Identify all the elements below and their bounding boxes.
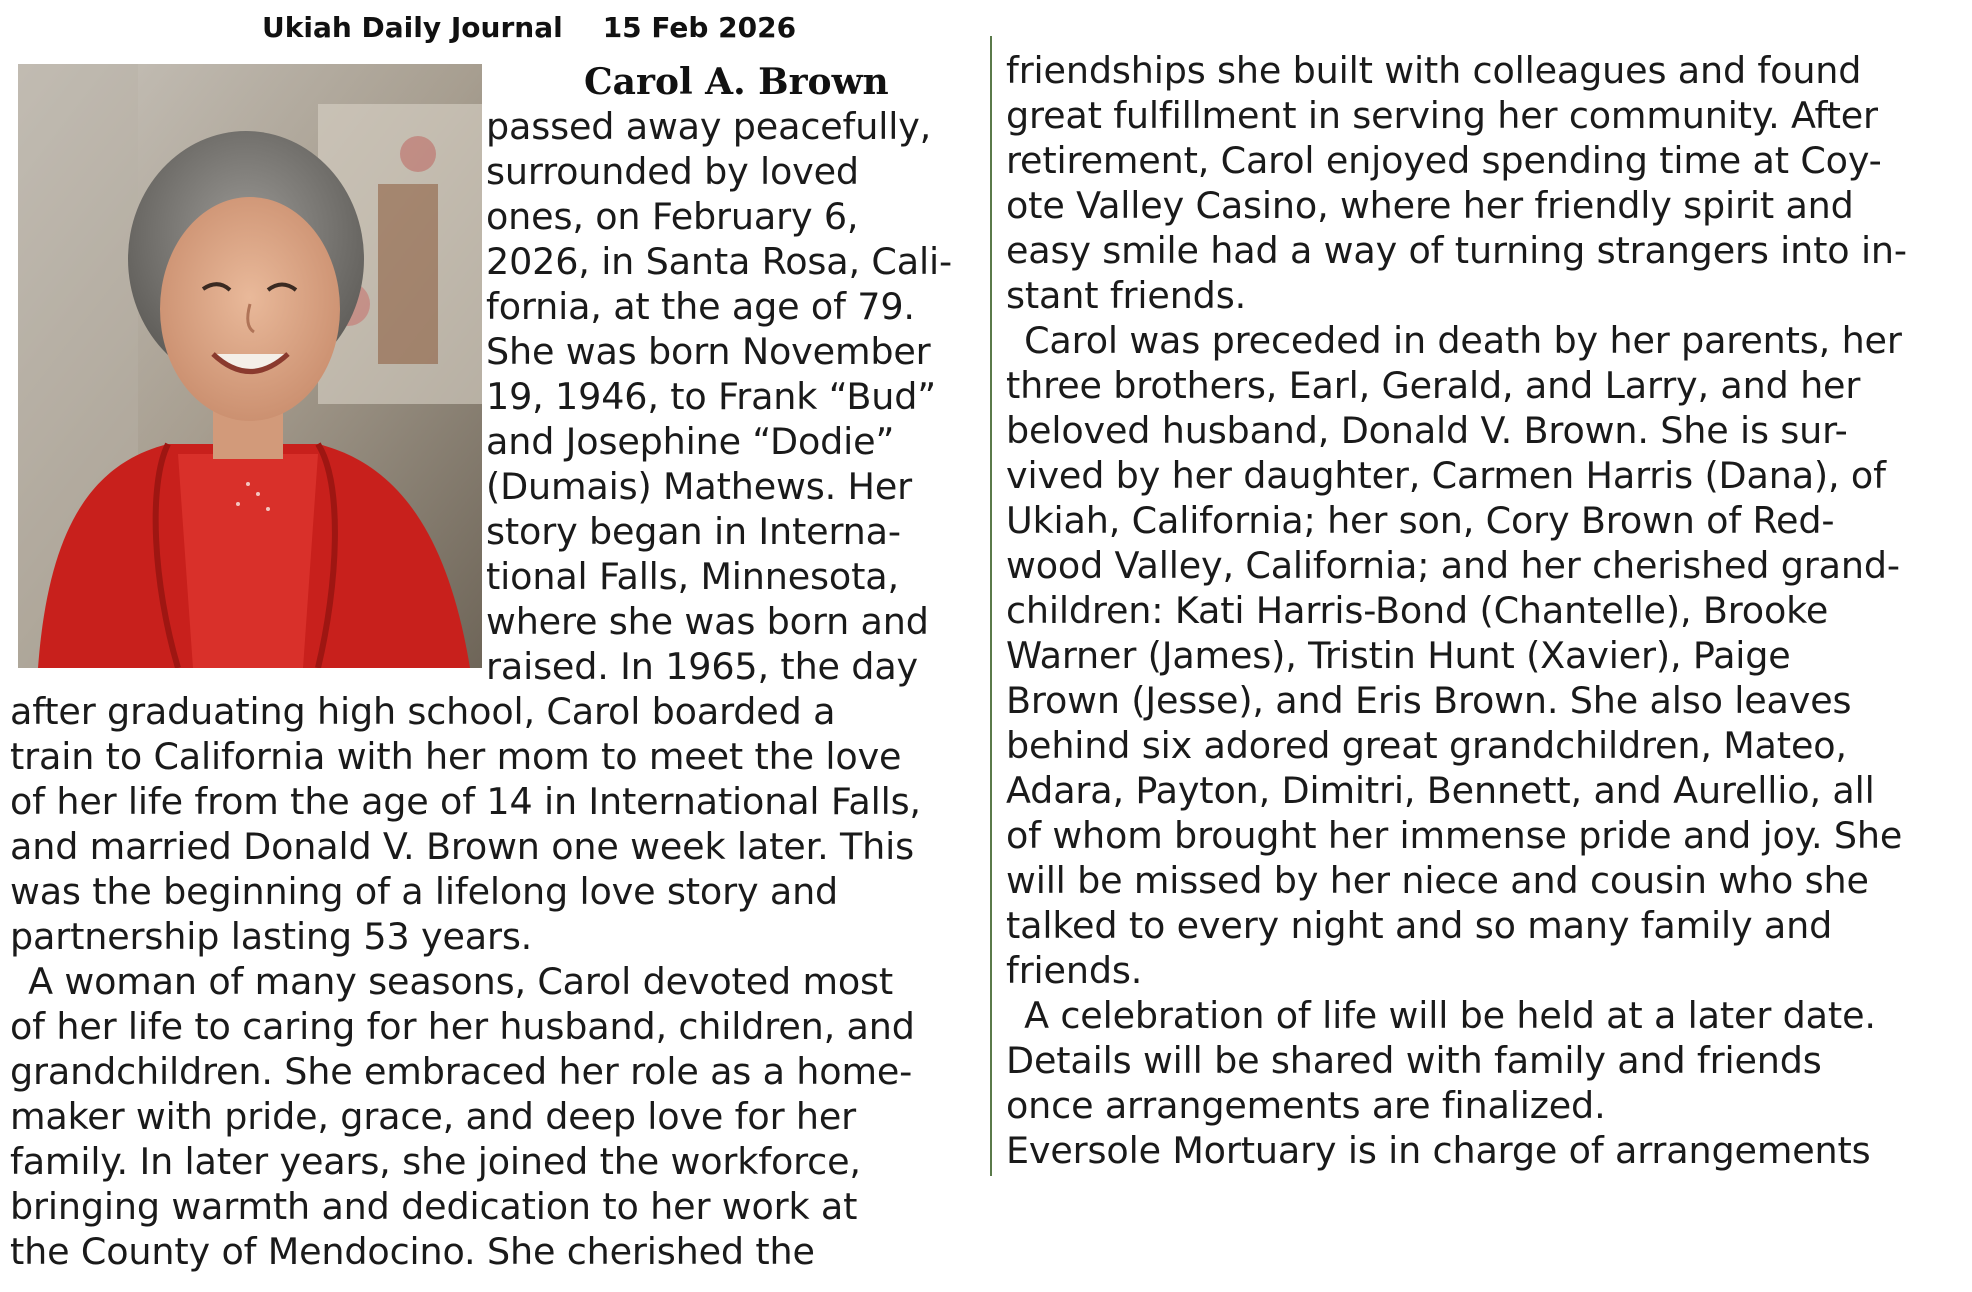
portrait-photo	[18, 64, 482, 668]
obituary-name: Carol A. Brown	[584, 61, 889, 103]
masthead	[262, 8, 796, 48]
body-text-line: family. In later years, she joined the workforce,	[10, 1140, 861, 1183]
body-text-line: was the beginning of a lifelong love story and	[10, 870, 839, 913]
body-text-line: vived by her daughter, Carmen Harris (Dana), of	[1006, 454, 1886, 497]
body-text-line: Adara, Payton, Dimitri, Bennett, and Aurellio, all	[1006, 769, 1875, 812]
body-text-line: beloved husband, Donald V. Brown. She is sur-	[1006, 409, 1848, 452]
body-text-line: passed away peacefully,	[486, 105, 932, 148]
body-text-line: ote Valley Casino, where her friendly spirit and	[1006, 184, 1854, 227]
body-text-line: ones, on February 6,	[486, 195, 859, 238]
paper-name: Ukiah Daily Journal	[262, 11, 563, 44]
body-text-line: retirement, Carol enjoyed spending time at Coy-	[1006, 139, 1882, 182]
body-text-line: She was born November	[486, 330, 931, 373]
body-text-line: wood Valley, California; and her cherished grand-	[1006, 544, 1900, 587]
body-text-line: raised. In 1965, the day	[486, 645, 918, 688]
body-text-line: 2026, in Santa Rosa, Cali-	[486, 240, 952, 283]
body-text-line: Carol was preceded in death by her parents, her	[1006, 319, 1902, 362]
body-text-line: 19, 1946, to Frank “Bud”	[486, 375, 937, 418]
masthead-date: 15 Feb 2026	[602, 11, 797, 44]
body-text-line: stant friends.	[1006, 274, 1247, 317]
body-text-line: will be missed by her niece and cousin who she	[1006, 859, 1869, 902]
body-text-line: Details will be shared with family and friends	[1006, 1039, 1822, 1082]
body-text-line: A celebration of life will be held at a later date.	[1006, 994, 1876, 1037]
body-text-line: three brothers, Earl, Gerald, and Larry, and her	[1006, 364, 1861, 407]
body-text-line: grandchildren. She embraced her role as a home-	[10, 1050, 913, 1093]
body-text-line: where she was born and	[486, 600, 929, 643]
body-text-line: partnership lasting 53 years.	[10, 915, 533, 958]
body-text-line: great fulfillment in serving her community. After	[1006, 94, 1878, 137]
body-text-line: story began in Interna-	[486, 510, 901, 553]
body-text-line: once arrangements are finalized.	[1006, 1084, 1606, 1127]
body-text-line: (Dumais) Mathews. Her	[486, 465, 912, 508]
body-text-line: children: Kati Harris-Bond (Chantelle), Brooke	[1006, 589, 1829, 632]
body-text-line: fornia, at the age of 79.	[486, 285, 915, 328]
body-text-line: friends.	[1006, 949, 1143, 992]
body-text-line: easy smile had a way of turning strangers into in-	[1006, 229, 1907, 272]
body-text-line: behind six adored great grandchildren, Mateo,	[1006, 724, 1847, 767]
body-text-line: train to California with her mom to meet the love	[10, 735, 902, 778]
body-text-line: surrounded by loved	[486, 150, 859, 193]
body-text-line: Warner (James), Tristin Hunt (Xavier), Paige	[1006, 634, 1791, 677]
body-text-line: bringing warmth and dedication to her work at	[10, 1185, 858, 1228]
body-text-line: Ukiah, California; her son, Cory Brown of Red-	[1006, 499, 1835, 542]
body-text-line: and Josephine “Dodie”	[486, 420, 895, 463]
body-text-line: and married Donald V. Brown one week later. This	[10, 825, 914, 868]
body-text-line: maker with pride, grace, and deep love for her	[10, 1095, 857, 1138]
body-text-line: after graduating high school, Carol boarded a	[10, 690, 836, 733]
body-text-line: friendships she built with colleagues and found	[1006, 49, 1862, 92]
body-text-line: talked to every night and so many family and	[1006, 904, 1833, 947]
body-text-line: Eversole Mortuary is in charge of arrangements	[1006, 1129, 1871, 1172]
body-text-line: Brown (Jesse), and Eris Brown. She also leaves	[1006, 679, 1852, 722]
body-text-line: A woman of many seasons, Carol devoted most	[10, 960, 894, 1003]
column-divider	[990, 36, 992, 1176]
body-text-line: tional Falls, Minnesota,	[486, 555, 899, 598]
body-text-line: the County of Mendocino. She cherished the	[10, 1230, 815, 1273]
body-text-line: of her life from the age of 14 in International Falls,	[10, 780, 921, 823]
body-text-line: of her life to caring for her husband, children, and	[10, 1005, 915, 1048]
body-text-line: of whom brought her immense pride and joy. She	[1006, 814, 1903, 857]
